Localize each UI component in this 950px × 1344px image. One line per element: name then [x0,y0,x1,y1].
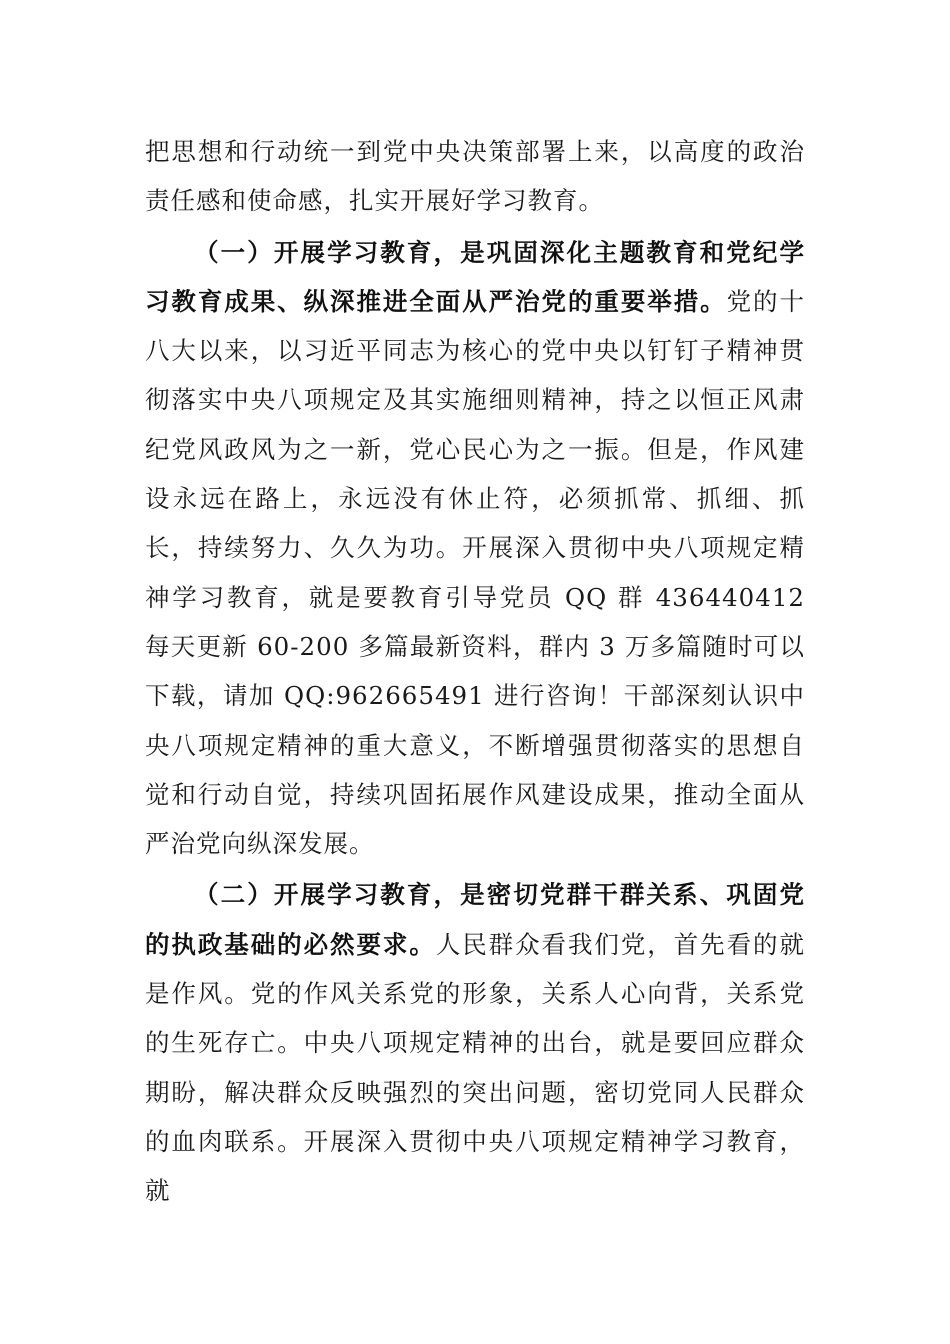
paragraph-text: 人民群众看我们党，首先看的就是作风。党的作风关系党的形象，关系人心向背，关系党的生死存亡。中央八项规定精神的出台，就是要回应群众期盼，解决群众反映强烈的突出问题，密切党同人民群众的血肉联系。开展深入贯彻中央八项规定精神学习教育，就 [145,929,805,1206]
paragraph-section-2 [145,870,805,1215]
paragraph-text: 把思想和行动统一到党中央决策部署上来，以高度的政治责任感和使命感，扎实开展好学习教育。 [145,137,805,216]
paragraph-section-1 [145,228,805,869]
document-page [145,127,805,1216]
section-heading-1: （一）开展学习教育，是巩固深化主题教育和党纪学习教育成果、纵深推进全面从严治党的重要举措。 [145,237,805,316]
paragraph-text: 党的十八大以来，以习近平同志为核心的党中央以钉钉子精神贯彻落实中央八项规定及其实施细则精神，持之以恒正风肃纪党风政风为之一新，党心民心为之一振。但是，作风建设永远在路上，永远没有休止符，必须抓常、抓细、抓长，持续努力、久久为功。开展深入贯彻中央八项规定精神学习教育，就是要教育引导党员 QQ 群 436440412 每天更新 60-200 多篇最新资料，群内 3 万多篇随时可以下载，请加 QQ:962665491 进行咨询！干部深刻认识中央八项规定精神的重大意义，不断增强贯彻落实的思想自觉和行动自觉，持续巩固拓展作风建设成果，推动全面从严治党向纵深发展。 [145,286,805,859]
section-heading-2: （二）开展学习教育，是密切党群干群关系、巩固党的执政基础的必然要求。 [145,880,805,959]
paragraph-continuation [145,127,805,226]
